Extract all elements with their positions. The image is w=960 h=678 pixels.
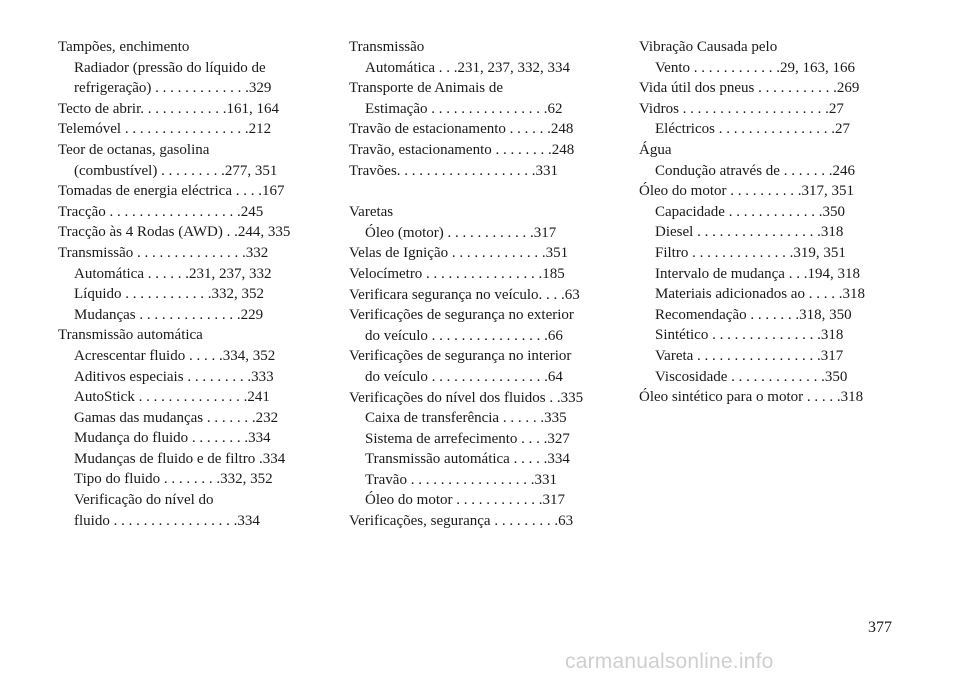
index-subentry: Óleo (motor) . . . . . . . . . . . .317	[365, 224, 557, 241]
index-subentry: Sistema de arrefecimento . . . .327	[365, 430, 570, 447]
index-subentry: Estimação . . . . . . . . . . . . . . . .62	[365, 100, 563, 117]
index-entry: Vida útil dos pneus . . . . . . . . . . .269	[639, 80, 860, 97]
index-subentry: Diesel . . . . . . . . . . . . . . . . .318	[655, 224, 844, 241]
index-subentry: Gamas das mudanças . . . . . . .232	[74, 409, 279, 426]
index-entry: Tracção . . . . . . . . . . . . . . . . . .245	[58, 203, 264, 220]
index-entry: Verificações de segurança no exterior	[349, 307, 574, 324]
index-entry: Varetas	[349, 204, 394, 221]
index-entry: Óleo do motor . . . . . . . . . .317, 351	[639, 183, 854, 200]
index-subentry: Capacidade . . . . . . . . . . . . .350	[655, 203, 845, 220]
index-entry: Óleo sintético para o motor . . . . .318	[639, 389, 864, 406]
index-entry: Tracção às 4 Rodas (AWD) . .244, 335	[58, 224, 291, 241]
index-entry: Verificações do nível dos fluidos . .335	[349, 389, 584, 406]
index-subentry: Viscosidade . . . . . . . . . . . . .350	[655, 368, 848, 385]
index-subentry: Vareta . . . . . . . . . . . . . . . . .317	[655, 347, 844, 364]
index-subentry: Radiador (pressão do líquido de	[74, 59, 266, 76]
index-subentry: Eléctricos . . . . . . . . . . . . . . . .27	[655, 121, 850, 138]
page-number: 377	[868, 619, 892, 636]
index-subentry: Transmissão automática . . . . .334	[365, 451, 570, 468]
index-subentry: Automática . . . . . .231, 237, 332	[74, 265, 272, 282]
index-subentry: Automática . . .231, 237, 332, 334	[365, 59, 570, 76]
index-subentry: Aditivos especiais . . . . . . . . .333	[74, 368, 274, 385]
index-subentry: Travão . . . . . . . . . . . . . . . . .331	[365, 471, 557, 488]
index-subentry: Acrescentar fluido . . . . .334, 352	[74, 347, 276, 364]
index-subentry: fluido . . . . . . . . . . . . . . . . .334	[74, 512, 260, 529]
index-subentry: Condução através de . . . . . . .246	[655, 162, 855, 179]
index-entry: Tomadas de energia eléctrica . . . .167	[58, 183, 285, 200]
index-subentry: Vento . . . . . . . . . . . .29, 163, 166	[655, 59, 855, 76]
index-entry: Travões. . . . . . . . . . . . . . . . . . .331	[349, 162, 559, 179]
index-subentry: Mudanças . . . . . . . . . . . . . .229	[74, 306, 264, 323]
index-subentry: do veículo . . . . . . . . . . . . . . . .66	[365, 327, 563, 344]
index-entry: Tampões, enchimento	[58, 39, 190, 55]
index-subentry: Óleo do motor . . . . . . . . . . . .317	[365, 492, 565, 509]
index-entry: Transmissão . . . . . . . . . . . . . . .332	[58, 244, 269, 261]
index-entry: Verificações de segurança no interior	[349, 348, 572, 365]
index-entry: Vibração Causada pelo	[639, 39, 778, 55]
index-entry: Velas de Ignição . . . . . . . . . . . . .351	[349, 245, 569, 262]
index-subentry: Verificação do nível do	[74, 492, 214, 509]
index-column-1	[58, 37, 316, 531]
index-subentry: Intervalo de mudança . . .194, 318	[655, 265, 860, 282]
index-subentry: Recomendação . . . . . . .318, 350	[655, 306, 852, 323]
index-entry: Transporte de Animais de	[349, 80, 504, 97]
index-entry: Verificações, segurança . . . . . . . . .63	[349, 513, 574, 530]
index-subentry: Filtro . . . . . . . . . . . . . .319, 351	[655, 244, 846, 261]
index-entry: Travão, estacionamento . . . . . . . .248	[349, 141, 575, 158]
index-subentry: refrigeração) . . . . . . . . . . . . .329	[74, 80, 272, 97]
index-entry: Transmissão automática	[58, 327, 203, 344]
watermark: carmanualsonline.info	[565, 650, 774, 673]
index-entry: Travão de estacionamento . . . . . .248	[349, 121, 574, 138]
index-entry: Vidros . . . . . . . . . . . . . . . . . . . .27	[639, 100, 844, 117]
index-subentry: do veículo . . . . . . . . . . . . . . . .64	[365, 368, 563, 385]
index-column-2	[349, 37, 607, 532]
index-column-3	[639, 37, 897, 408]
index-subentry: Líquido . . . . . . . . . . . .332, 352	[74, 286, 264, 303]
index-subentry: Caixa de transferência . . . . . .335	[365, 410, 567, 427]
index-subentry: Tipo do fluido . . . . . . . .332, 352	[74, 471, 273, 488]
index-entry: Teor de octanas, gasolina	[58, 141, 210, 158]
index-subentry: Mudanças de fluido e de filtro .334	[74, 450, 286, 467]
index-entry: Velocímetro . . . . . . . . . . . . . . . .185	[349, 265, 565, 282]
index-entry: Transmissão	[349, 39, 425, 55]
index-subentry: Sintético . . . . . . . . . . . . . . .318	[655, 327, 844, 344]
index-entry: Tecto de abrir. . . . . . . . . . . .161, 164	[58, 100, 279, 117]
index-entry: Verificara segurança no veículo. . . .63	[349, 286, 580, 303]
index-entry: Água	[639, 141, 672, 158]
index-entry: Telemóvel . . . . . . . . . . . . . . . . .212	[58, 121, 272, 138]
index-subentry: (combustível) . . . . . . . . .277, 351	[74, 162, 278, 179]
index-subentry: Mudança do fluido . . . . . . . .334	[74, 430, 271, 447]
index-subentry: AutoStick . . . . . . . . . . . . . . .241	[74, 389, 270, 406]
index-subentry: Materiais adicionados ao . . . . .318	[655, 286, 865, 303]
